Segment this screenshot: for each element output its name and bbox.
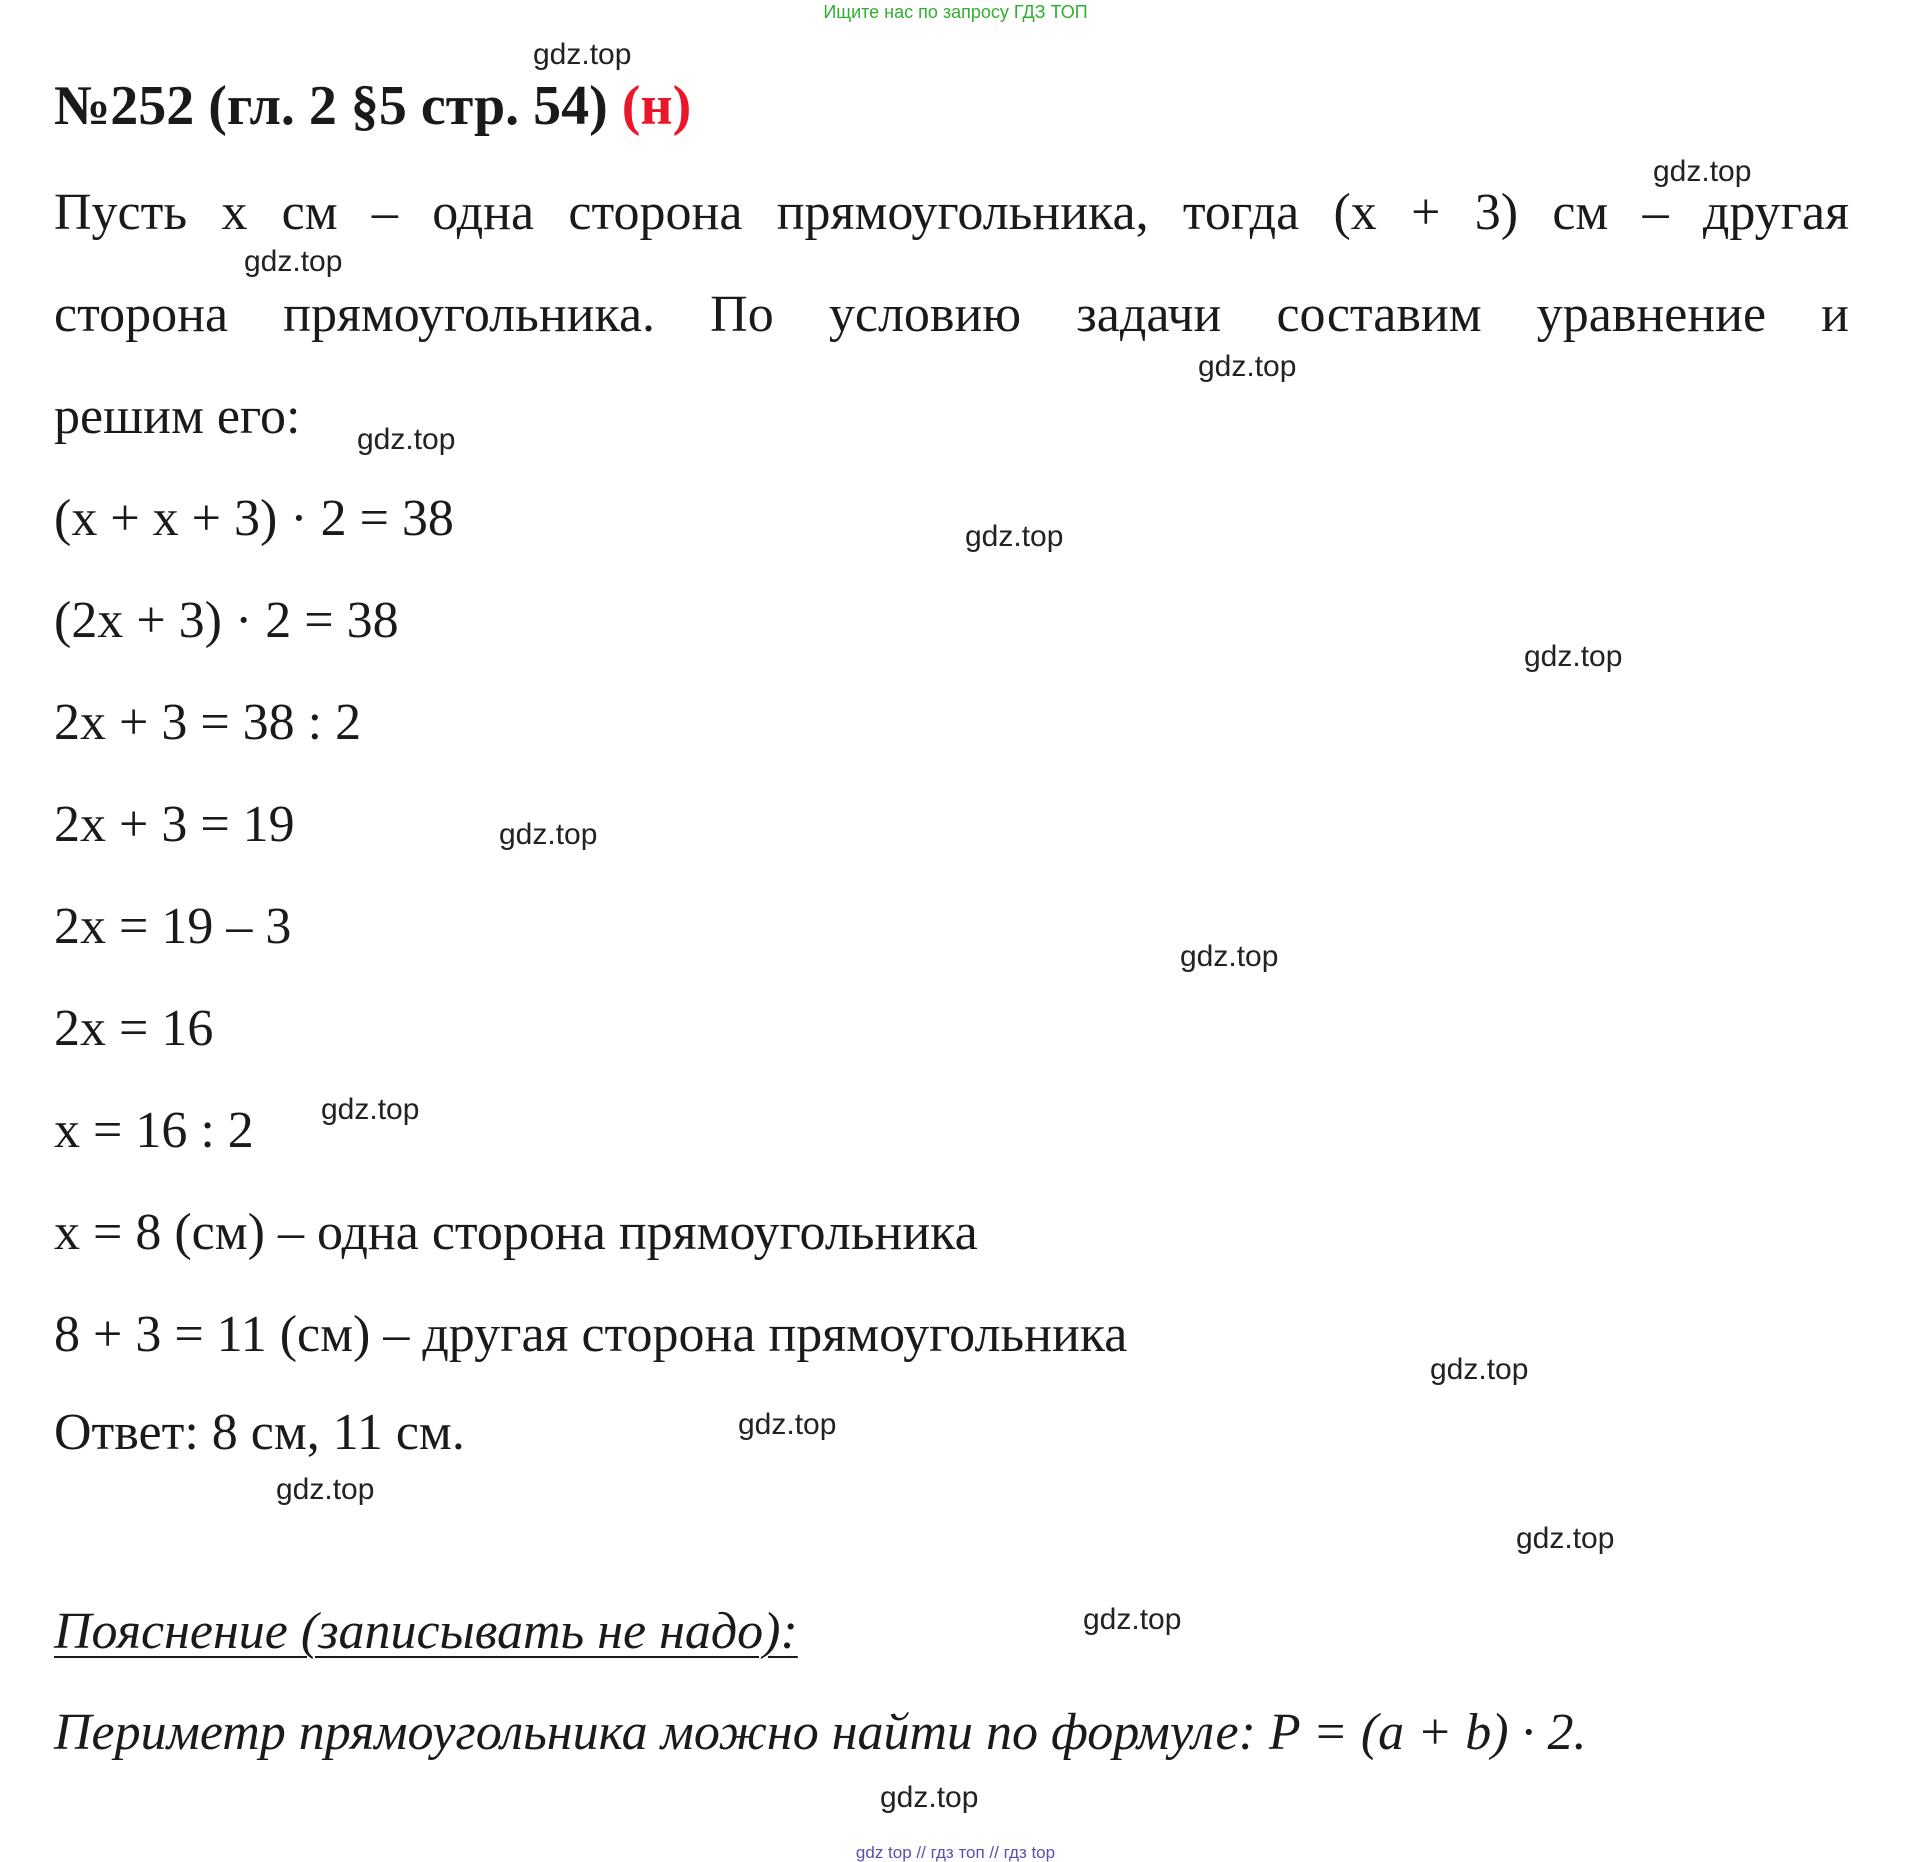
solution-step-4: 2x + 3 = 19 xyxy=(54,796,295,853)
title-main: №252 (гл. 2 §5 стр. 54) xyxy=(54,75,622,137)
watermark: gdz.top xyxy=(1180,940,1279,973)
solution-step-2: (2x + 3) · 2 = 38 xyxy=(54,592,399,649)
watermark: gdz.top xyxy=(1198,350,1297,383)
page-title xyxy=(54,75,692,137)
watermark: gdz.top xyxy=(276,1473,375,1506)
watermark: gdz.top xyxy=(880,1781,979,1814)
intro-line-1: Пусть x см – одна сторона прямоугольника, тогда (x + 3) см – другая xyxy=(54,184,1849,241)
solution-step-1: (x + x + 3) · 2 = 38 xyxy=(54,490,454,547)
solution-step-8: x = 8 (см) – одна сторона прямоугольника xyxy=(54,1204,978,1261)
top-banner: Ищите нас по запросу ГДЗ ТОП xyxy=(823,2,1088,22)
watermark: gdz.top xyxy=(321,1093,420,1126)
intro-line-3: решим его: xyxy=(54,388,301,445)
solution-step-9: 8 + 3 = 11 (см) – другая сторона прямоугольника xyxy=(54,1306,1128,1363)
explanation-heading: Пояснение (записывать не надо): xyxy=(54,1603,798,1660)
watermark: gdz.top xyxy=(1524,640,1623,673)
solution-step-7: x = 16 : 2 xyxy=(54,1102,254,1159)
watermark: gdz.top xyxy=(1083,1603,1182,1636)
footer: gdz top // гдз топ // гдз top xyxy=(855,1843,1056,1862)
watermark: gdz.top xyxy=(499,818,598,851)
watermark: gdz.top xyxy=(357,423,456,456)
solution-step-5: 2x = 19 – 3 xyxy=(54,898,292,955)
watermark: gdz.top xyxy=(738,1408,837,1441)
watermark: gdz.top xyxy=(1430,1353,1529,1386)
answer-line: Ответ: 8 см, 11 см. xyxy=(54,1404,465,1461)
watermark: gdz.top xyxy=(244,245,343,278)
watermark: gdz.top xyxy=(965,520,1064,553)
watermark: gdz.top xyxy=(533,38,632,71)
watermark: gdz.top xyxy=(1653,155,1752,188)
explanation-text: Периметр прямоугольника можно найти по формуле: P = (a + b) · 2. xyxy=(54,1704,1587,1761)
watermark: gdz.top xyxy=(1516,1522,1615,1555)
title-marker: (н) xyxy=(621,75,692,137)
solution-step-6: 2x = 16 xyxy=(54,1000,214,1057)
intro-line-2: сторона прямоугольника. По условию задачи составим уравнение и xyxy=(54,286,1849,343)
solution-step-3: 2x + 3 = 38 : 2 xyxy=(54,694,362,751)
